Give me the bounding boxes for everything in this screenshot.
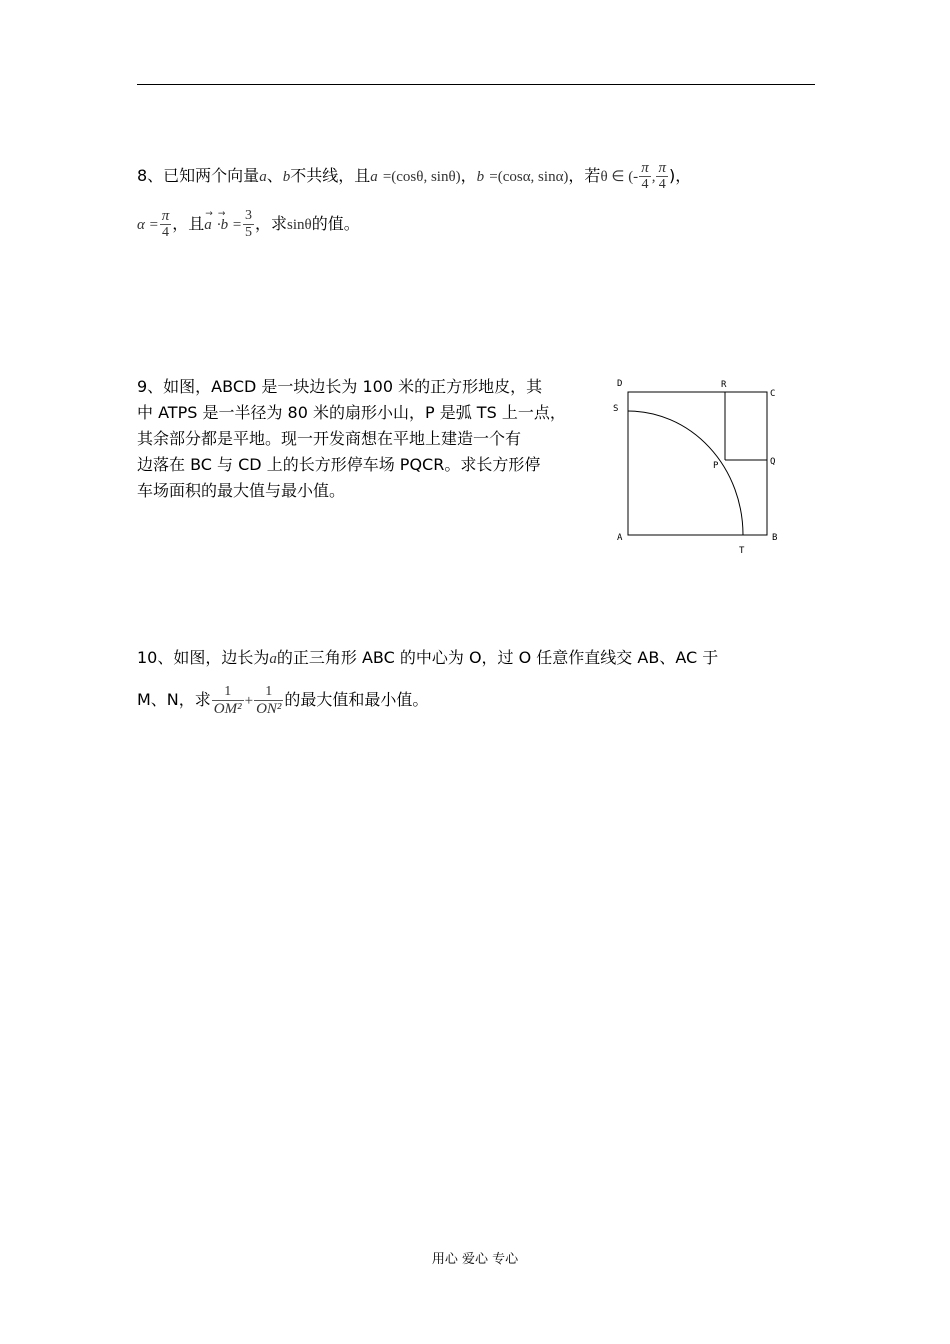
q8-dot-vec-b: → ·b = <box>217 214 242 236</box>
q8-qie: ，且 <box>172 214 205 233</box>
q10-var-a: a <box>269 651 277 667</box>
q8-alpha-eq: α = <box>137 217 159 233</box>
arc-ts <box>628 411 743 535</box>
frac-denominator: 4 <box>658 177 666 192</box>
q10-text-2: 的正三角形 ABC 的中心为 O，过 O 任意作直线交 AB、AC 于 <box>276 648 719 667</box>
q8-frac-pi-4-b <box>656 160 668 193</box>
label-s: S <box>613 404 619 414</box>
question-8-line-2 <box>137 208 360 241</box>
frac-numerator: 1 <box>212 684 244 701</box>
q10-frac-om <box>212 684 244 717</box>
label-p: P <box>713 461 719 471</box>
q10-plus: + <box>244 693 254 709</box>
q9-line: 边落在 BC 与 CD 上的长方形停车场 PQCR。求长方形停 <box>137 455 541 474</box>
label-t: T <box>739 546 745 556</box>
q8-text: 8、已知两个向量 <box>137 166 260 185</box>
q8-tail: 的值。 <box>311 214 360 233</box>
q8-vector-b: b <box>282 169 291 185</box>
q8-eq-a-rhs: =(cosθ, sinθ) <box>382 169 461 185</box>
frac-numerator: 1 <box>254 684 283 701</box>
q8-theta-in: θ ∈ (- <box>600 169 639 185</box>
q8-comma: ， <box>460 166 477 185</box>
frac-denominator: 5 <box>245 225 252 240</box>
q9-line: 车场面积的最大值与最小值。 <box>137 481 346 500</box>
frac-numerator: π <box>161 208 170 224</box>
frac-denominator: OM² <box>213 701 242 717</box>
q10-text: 10、如图，边长为 <box>137 648 270 667</box>
q8-ruo: ，若 <box>568 166 601 185</box>
label-r: R <box>721 380 727 390</box>
label-c: C <box>770 389 776 399</box>
q8-qiu: ，求 <box>255 214 288 233</box>
frac-numerator: π <box>658 160 666 176</box>
q8-close: )， <box>668 166 692 185</box>
q9-line: 9、如图，ABCD 是一块边长为 100 米的正方形地皮，其 <box>137 377 543 396</box>
q8-eq-a-lhs: a <box>370 169 378 185</box>
q8-text-2: 不共线，且 <box>290 166 371 185</box>
label-b: B <box>772 533 778 543</box>
frac-denominator: 4 <box>641 177 649 192</box>
q8-dot-vec-a: → a <box>204 214 212 236</box>
q8-frac-pi-4-a <box>639 160 651 193</box>
question-8-line-1 <box>137 160 691 193</box>
frac-numerator: 3 <box>245 208 252 223</box>
question-10-line-1 <box>137 647 718 670</box>
frac-numerator: π <box>641 160 649 176</box>
q8-separator: 、 <box>266 166 283 185</box>
frac-denominator: 4 <box>162 225 169 240</box>
q8-mid-comma: , <box>651 169 656 185</box>
q8-sin-theta: sinθ <box>287 217 312 233</box>
question-10-line-2 <box>137 684 428 717</box>
label-q: Q <box>770 457 776 467</box>
q10-text-4: 的最大值和最小值。 <box>284 690 429 709</box>
page-footer: 用心 爱心 专心 <box>431 1252 519 1267</box>
header-rule <box>137 84 815 85</box>
q8-eq-b-lhs: b <box>476 169 485 185</box>
q10-frac-on <box>254 684 283 717</box>
q9-line: 其余部分都是平地。现一开发商想在平地上建造一个有 <box>137 429 522 448</box>
q9-figure <box>600 370 800 560</box>
q8-frac-alpha <box>160 208 172 241</box>
label-a: A <box>617 533 623 543</box>
q8-vector-a: a <box>259 169 267 185</box>
frac-denominator: ON² <box>256 701 282 717</box>
q10-text-3: M、N，求 <box>137 690 211 709</box>
q9-line: 中 ATPS 是一半径为 80 米的扇形小山，P 是弧 TS 上一点， <box>137 403 566 422</box>
question-9-text <box>137 374 605 504</box>
q8-eq-b-rhs: =(cosα, sinα) <box>489 169 569 185</box>
q8-frac-3-5 <box>243 208 254 241</box>
label-d: D <box>617 379 623 389</box>
